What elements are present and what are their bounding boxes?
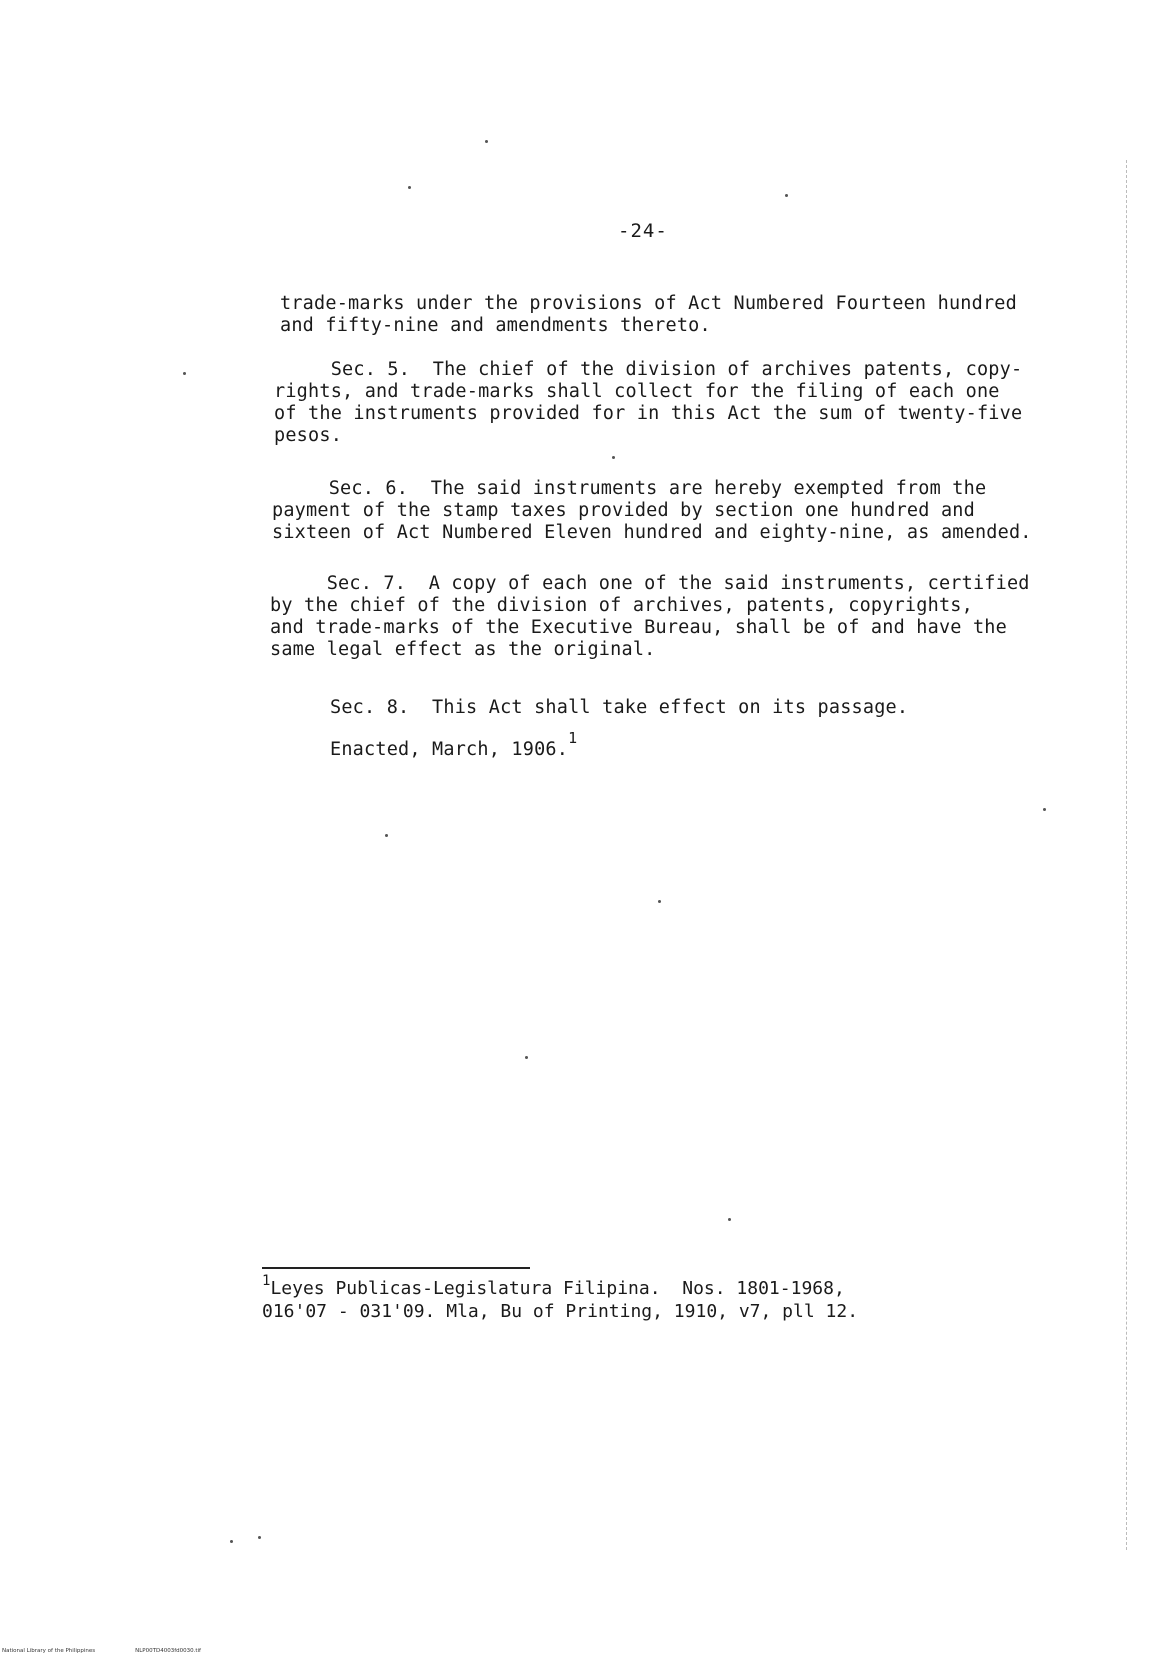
scan-speck	[385, 834, 388, 837]
page-number: -24-	[618, 220, 668, 242]
scan-footer	[2, 1648, 241, 1654]
scan-footer-file: NLP00TD4003fd0030.tif	[135, 1648, 201, 1654]
scan-edge-line	[1126, 160, 1127, 1550]
scan-speck	[612, 456, 615, 459]
scan-speck	[1043, 808, 1046, 811]
enacted-text: Enacted, March, 1906.	[330, 739, 569, 760]
scan-speck	[230, 1540, 233, 1543]
scan-speck	[525, 1056, 528, 1059]
paragraph-sec-7: Sec. 7. A copy of each one of the said instruments, certified by the chief of the division of archives, patents, copyrights, and trade-marks of the Executive Bureau, shall be of and have the same legal effect as the original.	[270, 573, 1030, 660]
paragraph-sec-6: Sec. 6. The said instruments are hereby exempted from the payment of the stamp taxes provided by section one hundred and sixteen of Act Numbered Eleven hundred and eighty-nine, as amended.	[272, 478, 1032, 543]
scan-speck	[408, 186, 411, 189]
footnote-reference: 1	[568, 729, 578, 747]
enacted-line	[330, 729, 578, 761]
scan-speck	[785, 194, 788, 197]
scan-speck	[258, 1536, 261, 1539]
paragraph-continuation: trade-marks under the provisions of Act Numbered Fourteen hundred and fifty-nine and amendments thereto.	[280, 293, 1017, 336]
footnote	[262, 1273, 859, 1323]
scan-speck	[183, 372, 186, 375]
scan-footer-library: National Library of the Philippines	[2, 1648, 96, 1654]
scan-speck	[485, 140, 488, 143]
footnote-text: Leyes Publicas-Legislatura Filipina. Nos. 1801-1968, 016'07 - 031'09. Mla, Bu of Printing, 1910, v7, pll 12.	[262, 1278, 859, 1322]
paragraph-sec-8: Sec. 8. This Act shall take effect on its passage.	[330, 697, 909, 718]
footnote-number: 1	[262, 1273, 271, 1289]
scan-speck	[658, 900, 661, 903]
footnote-divider	[262, 1267, 530, 1269]
paragraph-sec-5: Sec. 5. The chief of the division of archives patents, copy- rights, and trade-marks shall collect for the filing of each one of the instruments provided for in this Act the sum of twenty-five pesos.	[274, 359, 1023, 446]
scan-speck	[728, 1218, 731, 1221]
